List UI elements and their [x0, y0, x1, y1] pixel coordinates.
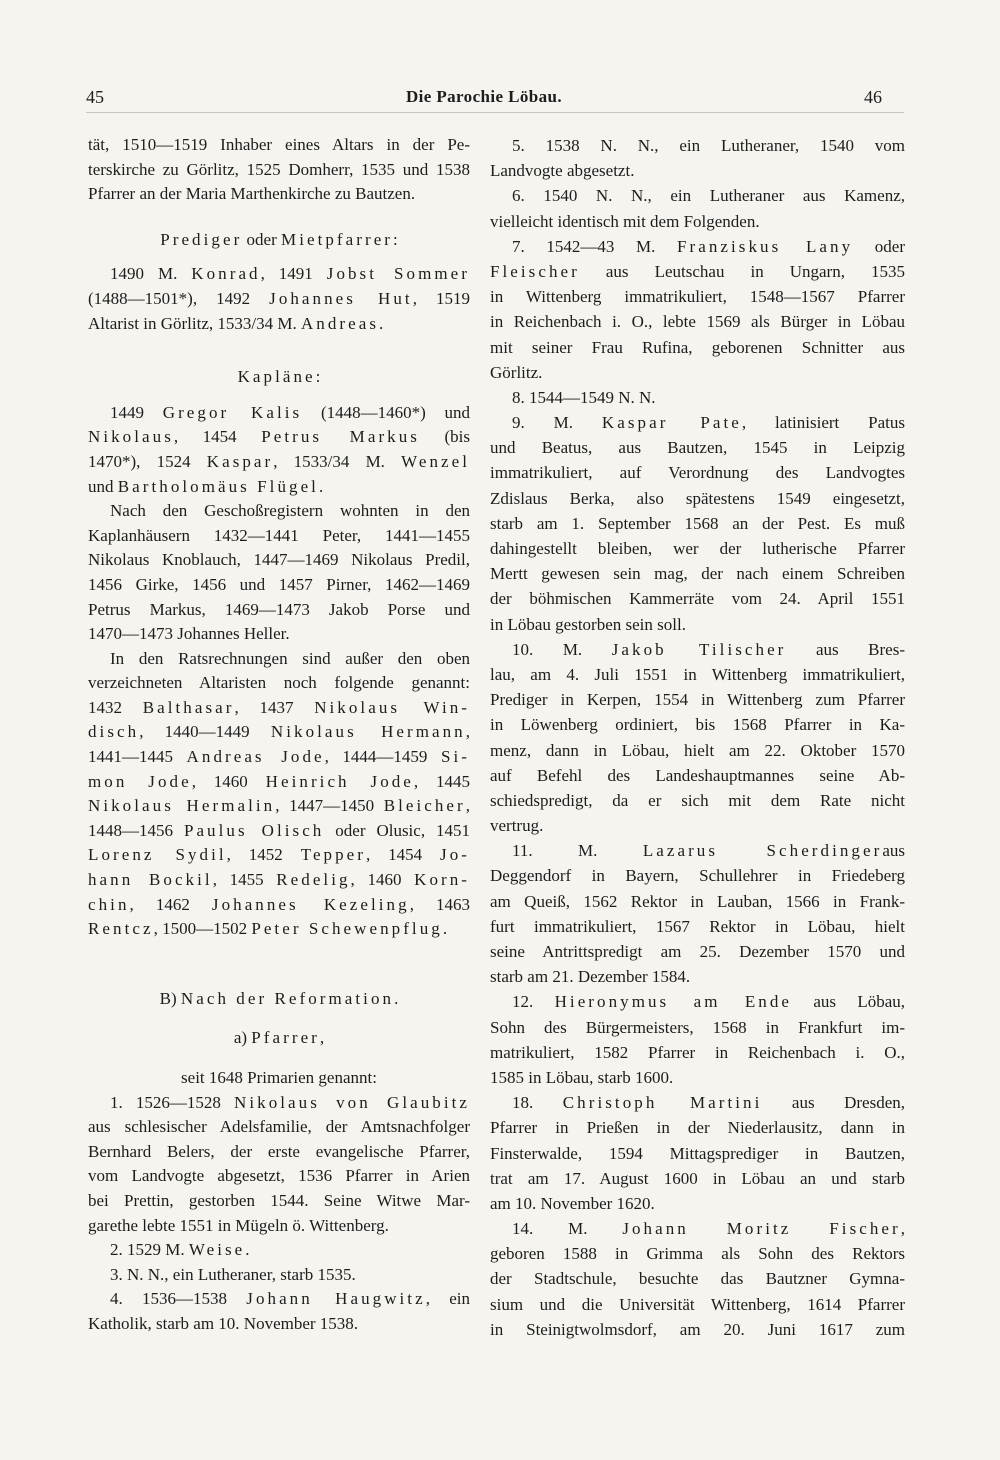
text-segment: 4. 1536—1538 — [110, 1289, 247, 1309]
text-line: In den Ratsrechnungen sind außer den oben — [110, 648, 470, 668]
paragraph — [490, 183, 905, 233]
text-segment: , 1440—1449 — [139, 722, 271, 742]
spaced-name: Lazarus Scherdinger — [642, 841, 883, 861]
running-title: Die Parochie Löbau. — [405, 87, 563, 106]
text-segment: (1488—1501*), 1492 — [88, 288, 270, 308]
text-line: menz, dann in Löbau, hielt am 22. Oktober 1570 — [490, 740, 905, 760]
text-line — [88, 745, 470, 770]
text-segment: , 1437 — [234, 697, 315, 717]
text-line: in Steinigtwolmsdorf, am 20. Juni 1617 zum — [490, 1319, 905, 1339]
paragraph — [88, 1091, 470, 1239]
text-line — [88, 696, 470, 721]
text-line: Mertt gewesen sein mag, der nach einem Schreiben — [490, 564, 905, 584]
spaced-name: Pfarrer — [251, 1028, 320, 1048]
section-heading — [88, 987, 470, 1012]
spaced-name: Nikolaus von Glaubitz — [234, 1092, 470, 1112]
text-line: in Reichenbach i. O., lebte 1569 als Bürger in Löbau — [490, 312, 905, 332]
text-segment: (1448—1460*) und — [302, 402, 471, 422]
text-line: seit 1648 Primarien genannt: — [181, 1068, 377, 1087]
text-line: immatrikuliert, auf Verordnung des Landvogtes — [490, 463, 905, 483]
text-line — [490, 1216, 905, 1241]
text-line: der Stadtschule, besuchte das Bautzner Gymna- — [490, 1269, 905, 1289]
text-line: mit seiner Frau Rufina, geborenen Schnitter aus — [490, 337, 905, 357]
paragraph — [490, 1216, 905, 1342]
paragraph — [490, 989, 905, 1090]
spaced-name: Johannes Kezeling — [211, 894, 410, 914]
left-column — [88, 133, 470, 1337]
text-line — [490, 234, 905, 259]
text-segment: , 1445 — [413, 771, 471, 791]
spaced-name: Johannes Hut — [269, 288, 413, 308]
spaced-name: Peter Schewenpflug — [251, 919, 443, 939]
text-line: in Löbau gestorben sein soll. — [490, 614, 686, 634]
text-segment: . — [442, 919, 448, 939]
text-line: vertrug. — [490, 816, 544, 836]
text-line: und Beatus, aus Bautzen, 1545 in Leipzig — [490, 438, 905, 458]
section-heading — [88, 1026, 470, 1051]
text-line: Nikolaus Knoblauch, 1447—1469 Nikolaus Predil, — [88, 550, 470, 570]
text-line — [88, 228, 470, 253]
text-line: Bernhard Belers, der erste evangelische Pfarrer, — [88, 1141, 470, 1161]
text-line: lau, am 4. Juli 1551 in Wittenberg immatrikuliert, — [490, 664, 905, 684]
text-segment: , 1454 — [173, 427, 262, 447]
text-line: terskirche zu Görlitz, 1525 Domherr, 1535 und 1538 — [88, 159, 470, 179]
paragraph — [490, 1090, 905, 1216]
text-line — [88, 475, 470, 500]
text-line: 3. N. N., ein Lutheraner, starb 1535. — [110, 1264, 356, 1284]
text-segment: , 1462 — [129, 894, 212, 914]
text-segment: , 1444—1459 — [324, 747, 441, 767]
text-segment: , 1463 — [409, 894, 471, 914]
text-segment: 18. — [512, 1093, 563, 1113]
paragraph — [490, 838, 905, 989]
paragraph — [88, 1263, 470, 1288]
text-line: auf Befehl des Landeshauptmannes seine Ab- — [490, 765, 905, 785]
text-segment: aus — [882, 841, 905, 861]
text-segment: , — [900, 1219, 905, 1239]
text-line: verzeichneten Altaristen noch folgende genannt: — [88, 673, 470, 693]
text-line: dahingestellt bleiben, wer der lutherische Pfarrer — [490, 539, 905, 558]
text-line: Petrus Markus, 1469—1473 Jakob Porse und — [88, 599, 470, 619]
text-line: Sohn des Bürgermeisters, 1568 in Frankfurt im- — [490, 1017, 905, 1037]
text-segment: . — [318, 476, 324, 496]
text-line — [88, 1091, 470, 1116]
text-segment: 1448—1456 — [88, 820, 184, 840]
text-line: vom Landvogte abgesetzt, 1536 Pfarrer in Arien — [88, 1166, 470, 1186]
text-segment: , 1454 — [366, 845, 441, 865]
text-segment: 10. M. — [512, 639, 612, 659]
text-line — [88, 819, 470, 844]
spaced-name: Prediger — [160, 229, 243, 249]
text-line: 6. 1540 N. N., ein Lutheraner aus Kamenz, — [512, 186, 905, 206]
text-line: matrikuliert, 1582 Pfarrer in Reichenbach i. O., — [490, 1042, 905, 1062]
spaced-name: Weise — [188, 1240, 246, 1260]
text-line — [88, 987, 470, 1012]
text-line: der böhmischen Kammerräte vom 24. April 1551 — [490, 589, 905, 609]
spaced-name: Bartholomäus Flügel — [117, 476, 319, 496]
spaced-name: Jakob Tilischer — [611, 639, 787, 659]
text-segment: aus Leutschau in Ungarn, 1535 — [579, 261, 905, 281]
text-line: Zdislaus Berka, also spätestens 1549 eingesetzt, — [490, 488, 905, 508]
text-segment: 2. 1529 M. — [110, 1240, 189, 1260]
text-line — [88, 868, 470, 893]
spaced-name: Nikolaus Hermann — [270, 722, 466, 742]
text-line — [88, 720, 470, 745]
spaced-name: Petrus Markus — [261, 427, 420, 447]
spaced-name: Redelig — [276, 870, 351, 890]
text-segment: (bis — [419, 427, 471, 447]
paragraph — [490, 410, 905, 637]
spaced-name: Nach der Reformation — [180, 988, 395, 1008]
text-line — [490, 989, 905, 1014]
right-column — [490, 133, 905, 1342]
text-line — [490, 259, 905, 284]
text-line: 5. 1538 N. N., ein Lutheraner, 1540 vom — [512, 136, 905, 155]
text-line: bei Prettin, gestorben 1544. Seine Witwe Mar- — [88, 1190, 470, 1210]
text-line: trat am 17. August 1600 in Löbau an und starb — [490, 1168, 905, 1188]
text-line — [88, 1026, 470, 1051]
text-segment: . — [394, 988, 399, 1008]
text-segment: 12. — [512, 992, 555, 1012]
text-segment: , 1460 — [350, 870, 415, 890]
spaced-name: Andreas Jode — [186, 747, 325, 767]
header-rule — [86, 112, 904, 113]
spaced-name: Balthasar — [142, 697, 235, 717]
paragraph — [88, 499, 470, 647]
text-segment: aus Dresden, — [762, 1093, 906, 1113]
paragraph — [88, 262, 470, 336]
text-segment: , latinisiert Patus — [741, 413, 906, 433]
text-line — [490, 1090, 905, 1115]
text-line: furt immatrikuliert, 1567 Rektor in Löbau, hielt — [490, 916, 905, 936]
text-line — [88, 312, 470, 337]
text-segment: Altarist in Görlitz, 1533/34 M. — [88, 313, 301, 333]
spaced-name: disch — [88, 722, 140, 742]
section-heading — [88, 1066, 470, 1091]
spaced-name: Bleicher — [383, 796, 466, 816]
text-line: vielleicht identisch mit dem Folgenden. — [490, 211, 760, 231]
text-line: in Wittenberg immatrikuliert, 1548—1567 Pfarrer — [490, 287, 905, 307]
text-line — [88, 262, 470, 287]
text-line: Deggendorf in Bayern, Schullehrer in Friedeberg — [490, 866, 905, 886]
spaced-name: Johann Haugwitz — [246, 1289, 426, 1309]
text-line: 8. 1544—1549 N. N. — [512, 387, 656, 407]
text-segment: oder Olusic, 1451 — [324, 820, 471, 840]
spaced-name: Tepper — [300, 845, 366, 865]
text-segment: , 1519 — [412, 288, 470, 308]
paragraph — [88, 1238, 470, 1263]
text-segment: 1470*), 1524 — [88, 451, 207, 471]
text-line — [88, 794, 470, 819]
text-segment: , 1460 — [191, 771, 266, 791]
text-segment: 14. M. — [512, 1219, 623, 1239]
spaced-name: Jo- — [440, 845, 470, 865]
text-line: 1585 in Löbau, starb 1600. — [490, 1067, 674, 1087]
text-line: tät, 1510—1519 Inhaber eines Altars in der Pe- — [88, 135, 470, 154]
paragraph — [490, 385, 905, 410]
text-line — [88, 287, 470, 312]
spaced-name: Kaspar — [206, 451, 274, 471]
text-segment: , 1447—1450 — [275, 796, 384, 816]
spaced-name: Rentcz — [88, 919, 154, 939]
spaced-name: Fleischer — [490, 261, 580, 281]
text-line: 1470—1473 Johannes Heller. — [88, 624, 290, 644]
paragraph — [490, 133, 905, 183]
text-line — [88, 450, 470, 475]
spaced-name: Paulus Olisch — [183, 820, 325, 840]
spaced-name: Nikolaus Win- — [314, 697, 471, 717]
text-segment: 1490 M. — [110, 264, 192, 284]
text-segment: . — [245, 1240, 250, 1260]
text-line: in Löwenberg ordiniert, bis 1568 Pfarrer in Ka- — [490, 715, 905, 735]
text-segment: oder — [853, 236, 905, 256]
text-line — [88, 1287, 470, 1312]
text-line — [88, 365, 470, 390]
spaced-name: Gregor Kalis — [162, 402, 303, 422]
text-line: schiedspredigt, da er sich mit dem Rate nicht — [490, 790, 905, 810]
text-line — [88, 893, 470, 918]
spaced-name: Konrad — [191, 264, 261, 284]
spaced-name: Kaspar Pate — [601, 413, 742, 433]
spaced-name: chin — [88, 894, 130, 914]
text-segment: und — [88, 476, 118, 496]
section-heading — [88, 228, 470, 253]
text-segment: . — [379, 313, 384, 333]
text-line: Finsterwalde, 1594 Mittagsprediger in Bautzen, — [490, 1143, 905, 1163]
text-line: Prediger in Kerpen, 1554 in Wittenberg zum Pfarrer — [490, 690, 905, 710]
text-line: Kaplanhäusern 1432—1441 Peter, 1441—1455 — [88, 525, 470, 545]
text-line: Pfarrer an der Maria Marthenkirche zu Bautzen. — [88, 184, 416, 204]
text-segment: , — [465, 722, 470, 742]
spaced-name: Hieronymus am Ende — [554, 992, 793, 1012]
text-line: Katholik, starb am 10. November 1538. — [88, 1313, 359, 1333]
text-segment: a) — [233, 1028, 252, 1048]
spaced-name: Christoph Martini — [562, 1093, 763, 1113]
spaced-name: Nikolaus — [88, 427, 174, 447]
text-line — [490, 410, 905, 435]
text-segment: , 1533/34 M. — [273, 451, 402, 471]
spaced-name: Andreas — [300, 313, 380, 333]
text-segment: 1441—1445 — [88, 747, 187, 767]
text-line: geboren 1588 in Grimma als Sohn des Rektors — [490, 1244, 905, 1264]
text-line — [88, 401, 470, 426]
paragraph — [88, 647, 470, 942]
text-line — [88, 917, 470, 942]
text-segment: 1432 — [88, 697, 143, 717]
spaced-name: Wenzel — [401, 451, 470, 471]
text-line: Pfarrer in Prießen in der Niederlausitz, dann in — [490, 1118, 905, 1138]
text-segment: , 1455 — [212, 870, 277, 890]
spaced-name: Heinrich Jode — [265, 771, 414, 791]
text-line: starb am 1. September 1568 an der Pest. Es muß — [490, 513, 905, 533]
text-line — [88, 1238, 470, 1263]
text-segment: 7. 1542—43 M. — [512, 236, 678, 256]
text-line: 1456 Girke, 1456 und 1457 Pirner, 1462—1469 — [88, 574, 470, 594]
spaced-name: hann Bockil — [88, 870, 213, 890]
page-number-right: 46 — [863, 86, 882, 107]
paragraph — [490, 637, 905, 839]
paragraph — [88, 133, 470, 207]
spaced-name: Franziskus Lany — [677, 236, 854, 256]
text-segment: : — [393, 229, 398, 249]
text-segment: , 1452 — [226, 845, 301, 865]
text-line — [88, 425, 470, 450]
page-number-left: 45 — [86, 86, 104, 107]
text-segment: 1. 1526—1528 — [110, 1092, 235, 1112]
text-line — [88, 770, 470, 795]
running-header — [86, 84, 882, 110]
section-heading — [88, 365, 470, 390]
text-line: Nach den Geschoßregistern wohnten in den — [110, 501, 470, 521]
text-line: am Queiß, 1562 Rektor in Lauban, 1566 in Frank- — [490, 891, 905, 911]
text-segment: , 1491 — [260, 264, 327, 284]
text-line: Landvogte abgesetzt. — [490, 161, 635, 181]
spaced-name: Korn- — [414, 870, 471, 890]
paragraph — [490, 234, 905, 385]
text-segment: , 1500—1502 — [153, 919, 252, 939]
spaced-name: Mietpfarrer — [281, 229, 394, 249]
text-segment: B) — [159, 988, 181, 1008]
spaced-name: Si- — [440, 747, 470, 767]
text-line: am 10. November 1620. — [490, 1193, 655, 1213]
spaced-name: Johann Moritz Fischer — [622, 1219, 901, 1239]
spaced-name: Kapläne — [237, 367, 316, 387]
paragraph — [88, 1287, 470, 1336]
text-segment: : — [315, 367, 321, 387]
paragraph — [88, 401, 470, 499]
text-line — [490, 637, 905, 662]
spaced-name: mon Jode — [88, 771, 192, 791]
text-line: Görlitz. — [490, 362, 543, 382]
spaced-name: Nikolaus Hermalin — [88, 796, 276, 816]
text-segment: aus Löbau, — [792, 992, 906, 1012]
text-line: aus schlesischer Adelsfamilie, der Amtsnachfolger — [88, 1117, 470, 1137]
text-line: seine Antrittspredigt am 25. Dezember 1570 und — [490, 942, 905, 961]
text-segment: 11. M. — [512, 841, 643, 861]
text-segment: 9. M. — [512, 413, 602, 433]
spaced-name: Jobst Sommer — [326, 264, 470, 284]
text-segment: , ein — [425, 1289, 470, 1309]
text-line: starb am 21. Dezember 1584. — [490, 967, 691, 987]
text-segment: , — [465, 796, 470, 816]
text-line: sium und die Universität Wittenberg, 1614 Pfarrer — [490, 1294, 905, 1314]
text-segment: 1449 — [110, 402, 163, 422]
text-line — [490, 838, 905, 863]
text-line — [88, 843, 470, 868]
text-segment: aus Bres- — [786, 639, 905, 659]
text-segment: , — [319, 1028, 325, 1048]
text-segment: oder — [242, 229, 282, 249]
spaced-name: Lorenz Sydil — [88, 845, 227, 865]
text-line: garethe lebte 1551 in Mügeln ö. Wittenberg. — [88, 1215, 389, 1235]
